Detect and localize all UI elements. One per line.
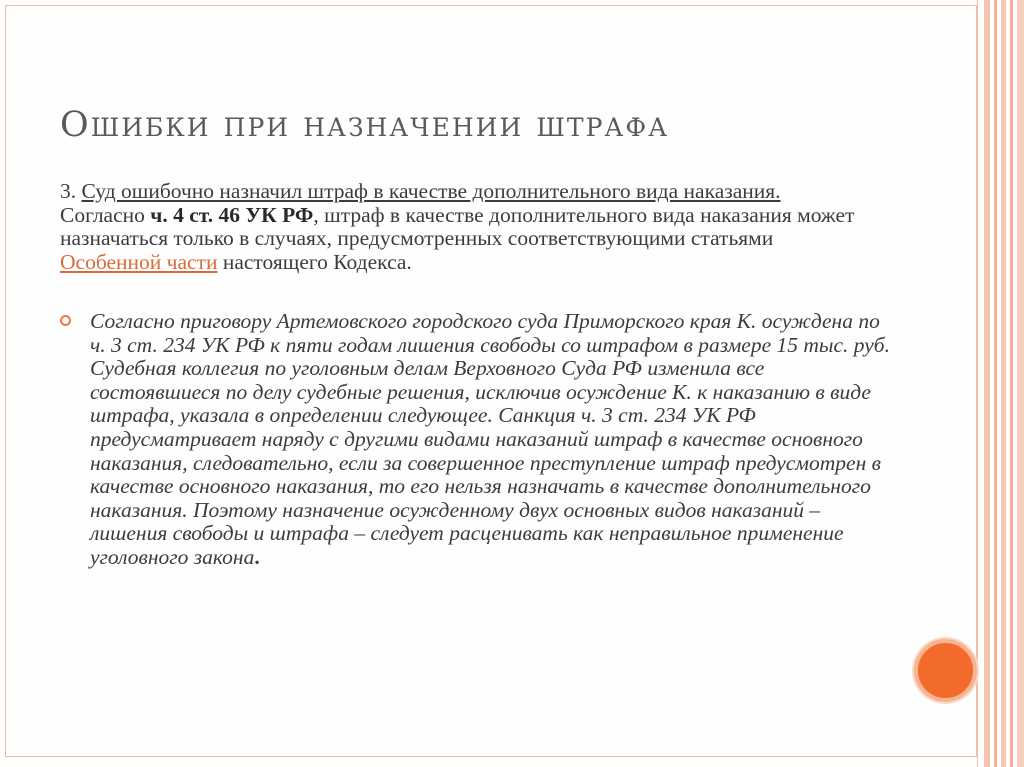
paragraph-text-before-ref: Согласно xyxy=(60,202,145,227)
bullet-item xyxy=(60,310,890,570)
slide-title-text: Ошибки при назначении штрафа xyxy=(60,105,670,145)
bullet-ring-icon xyxy=(60,315,71,326)
stripe xyxy=(1010,0,1013,767)
stripe xyxy=(984,0,990,767)
stripe xyxy=(994,0,997,767)
decorative-circle xyxy=(914,639,977,702)
bullet-text xyxy=(90,310,890,570)
law-reference: ч. 4 ст. 46 УК РФ xyxy=(150,202,314,227)
stripe xyxy=(977,0,978,767)
bullet-body: Согласно приговору Артемовского городского суда Приморского края К. осуждена по ч. 3 ст. 234 УК РФ к пяти годам лишения свободы со штрафом в размере 15 тыс. руб. Судебная коллегия по уголовным делам Верховного Суда РФ изменила все состоявшиеся по делу судебные решения, исключив осуждение К. к наказанию в виде штрафа, указала в определении следующее. Санкция ч. 3 ст. 234 УК РФ предусматривает наряду с другими видами наказаний штраф в качестве основного наказания, следовательно, если за совершенное преступление штраф предусмотрен в качестве основного наказания, то его нельзя назначать в качестве дополнительного наказания. Поэтому назначение осужденному двух основных видов наказаний – лишения свободы и штрафа – следует расценивать как неправильное применение уголовного закона xyxy=(90,309,890,569)
paragraph-3 xyxy=(60,180,870,274)
stripe xyxy=(1017,0,1024,767)
paragraph-heading: Суд ошибочно назначил штраф в качестве дополнительного вида наказания. xyxy=(81,179,781,203)
stripe xyxy=(1001,0,1006,767)
decorative-stripes xyxy=(977,0,1024,767)
paragraph-number: 3. xyxy=(60,179,77,203)
paragraph-text-after-ref: , штраф в качестве дополнительного вида наказания может назначаться только в случаях, предусмотренных соответствующими статьями xyxy=(60,202,855,251)
bullet-end-mark: . xyxy=(254,544,260,569)
paragraph-text-end: настоящего Кодекса. xyxy=(222,249,412,274)
special-part-link[interactable]: Особенной части xyxy=(60,249,218,274)
slide-title xyxy=(60,105,669,145)
